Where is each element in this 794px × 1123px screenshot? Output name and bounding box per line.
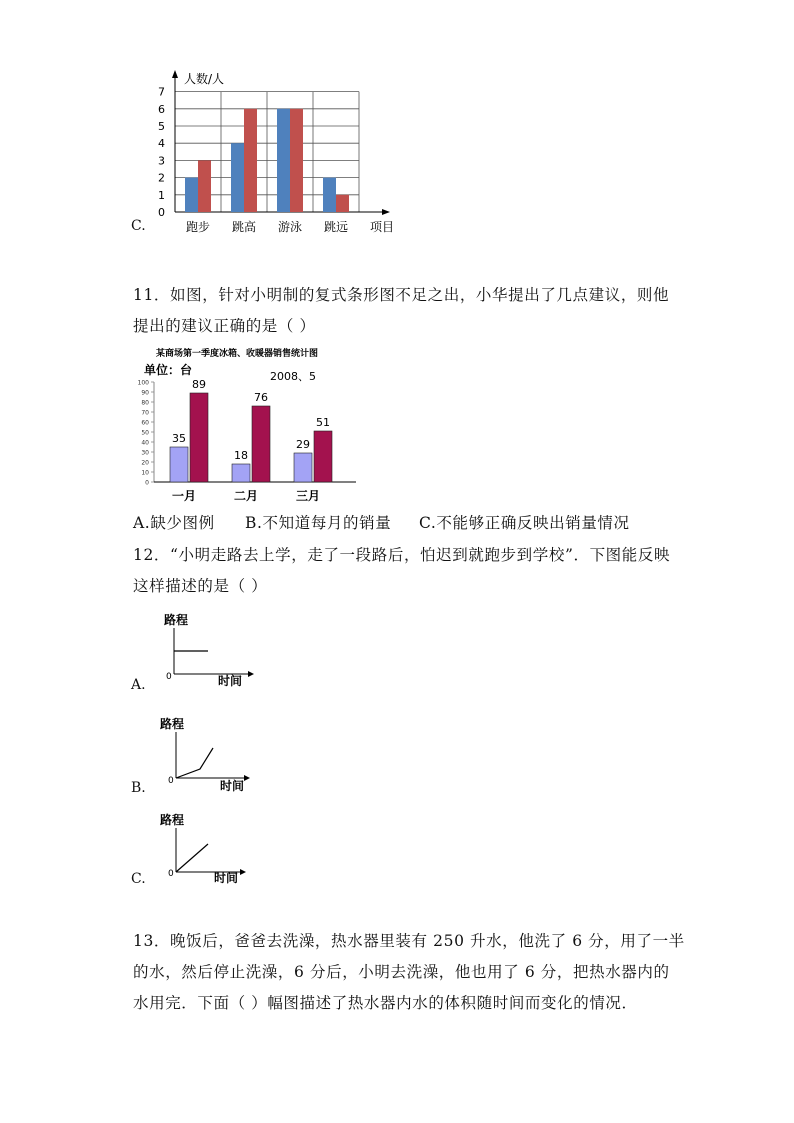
y-tick-label: 100	[137, 379, 149, 387]
chart-title: 某商场第一季度冰箱、收暖器销售统计图	[156, 349, 319, 359]
bar	[232, 464, 250, 482]
chart-date: 2008、5	[270, 370, 316, 383]
graph-b-x-arrow	[244, 775, 250, 781]
data-label: 35	[172, 432, 186, 445]
graph-b-xlabel: 时间	[220, 779, 245, 793]
y-tick-label: 50	[141, 429, 149, 437]
chart-unit: 单位：台	[144, 363, 193, 377]
y-tick-label: 40	[141, 439, 149, 447]
data-label: 76	[254, 391, 268, 404]
graph-b-letter[interactable]: B.	[131, 780, 146, 796]
graph-c-origin: 0	[168, 869, 174, 879]
bar	[290, 109, 303, 212]
bar	[244, 109, 257, 212]
data-label: 29	[296, 438, 310, 451]
y-tick-label: 80	[141, 399, 149, 407]
bar	[277, 109, 290, 212]
y-tick-label: 90	[141, 389, 149, 397]
y-tick-label: 2	[158, 171, 165, 185]
data-label: 18	[234, 449, 248, 462]
x-tick-label: 跳高	[231, 220, 257, 234]
graph-b-ylabel: 路程	[160, 717, 185, 731]
data-label: 51	[316, 416, 330, 429]
x-tick-label: 一月	[171, 489, 197, 503]
graph-c-xlabel: 时间	[214, 871, 239, 885]
data-label: 89	[192, 378, 206, 391]
x-tick-label: 跑步	[185, 220, 211, 234]
y-tick-label: 4	[158, 137, 165, 151]
q11-option-c[interactable]: C.不能够正确反映出销量情况	[419, 514, 630, 532]
q11-option-a[interactable]: A.缺少图例	[133, 514, 215, 532]
y-tick-label: 7	[158, 85, 165, 99]
y-tick-labels	[138, 380, 154, 487]
q13-line2: 的水，然后停止洗澡，6 分后，小明去洗澡，他也用了 6 分，把热水器内的	[133, 963, 670, 981]
graph-c[interactable]	[158, 810, 258, 890]
y-tick-label: 0	[158, 206, 165, 219]
x-tick-label: 二月	[233, 489, 259, 503]
option-c-label: C.	[131, 218, 146, 234]
graph-c-letter[interactable]: C.	[131, 871, 146, 887]
y-tick-label: 5	[158, 120, 165, 133]
q11-line1: 11．如图，针对小明制的复式条形图不足之出，小华提出了几点建议，则他	[133, 286, 670, 304]
bar	[185, 178, 198, 212]
y-tick-label: 20	[141, 459, 149, 467]
x-axis-label: 项目	[370, 220, 395, 234]
graph-a-letter[interactable]: A.	[131, 677, 146, 693]
q13-line1: 13．晚饭后，爸爸去洗澡，热水器里装有 250 升水，他洗了 6 分，用了一半	[133, 932, 685, 950]
bar	[198, 160, 211, 212]
y-tick-label: 3	[158, 154, 165, 168]
bar	[323, 178, 336, 212]
x-tick-labels	[186, 219, 348, 234]
graph-c-line	[176, 844, 208, 872]
graph-b-line	[176, 748, 213, 778]
q12-line1: 12．“小明走路去上学，走了一段路后，怕迟到就跑步到学校”．下图能反映	[133, 546, 671, 564]
bar	[336, 195, 349, 212]
graph-b[interactable]	[158, 716, 258, 796]
graph-b-origin: 0	[168, 776, 174, 786]
q12-line2: 这样描述的是（ ）	[133, 577, 268, 595]
y-tick-label: 60	[141, 419, 149, 427]
graph-c-x-arrow	[240, 869, 246, 875]
sales-bar-chart	[130, 344, 370, 508]
y-tick-labels	[158, 86, 165, 219]
sports-bar-chart	[150, 66, 410, 238]
bar	[294, 453, 312, 482]
x-tick-label: 三月	[295, 489, 321, 503]
bar	[190, 393, 208, 482]
y-tick-label: 0	[145, 479, 149, 487]
y-tick-label: 30	[141, 449, 149, 457]
y-tick-label: 70	[141, 409, 149, 417]
bar	[170, 447, 188, 482]
y-tick-label: 6	[158, 102, 165, 116]
q11-option-b[interactable]: B.不知道每月的销量	[245, 514, 392, 532]
x-tick-labels	[172, 489, 320, 503]
q11-line2: 提出的建议正确的是（ ）	[133, 317, 316, 335]
graph-a-ylabel: 路程	[164, 613, 189, 627]
bar	[231, 143, 244, 212]
y-tick-label: 1	[158, 188, 165, 202]
bar	[252, 406, 270, 482]
q13-line3: 水用完．下面（ ）幅图描述了热水器内水的体积随时间而变化的情况．	[133, 994, 638, 1012]
graph-c-ylabel: 路程	[160, 813, 185, 827]
y-axis-label: 人数/人	[184, 72, 225, 86]
graph-a[interactable]	[160, 612, 260, 692]
graph-a-origin: 0	[166, 672, 172, 682]
x-tick-label: 跳远	[323, 220, 349, 234]
graph-a-x-arrow	[248, 671, 254, 677]
y-tick-label: 10	[141, 469, 149, 477]
graph-a-xlabel: 时间	[218, 674, 243, 688]
bar	[314, 431, 332, 482]
x-tick-label: 游泳	[277, 220, 303, 234]
x-axis-arrow	[382, 209, 390, 215]
y-axis-arrow	[172, 70, 178, 78]
